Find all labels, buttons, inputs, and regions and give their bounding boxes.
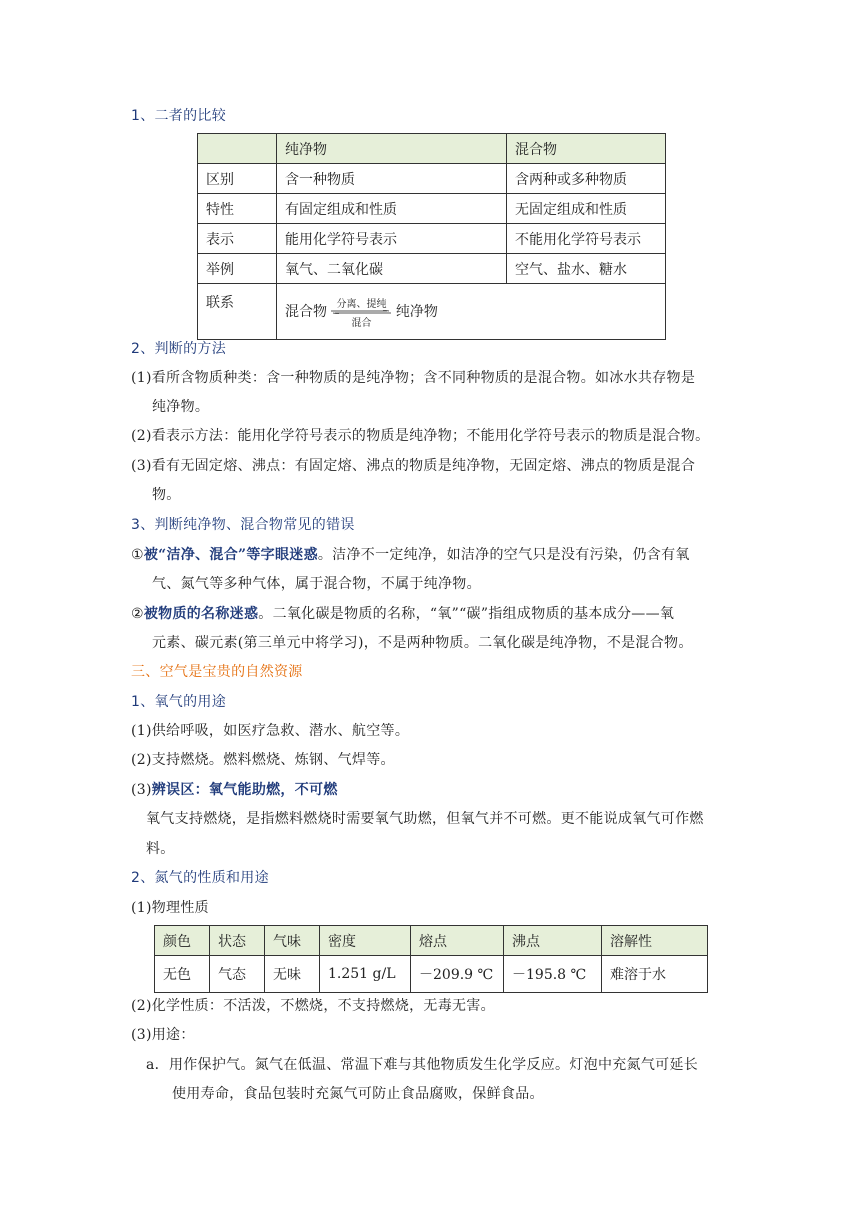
oxygen-note-line2: 料。 — [146, 841, 175, 857]
nitrogen-chemical: (2)化学性质：不活泼，不燃烧，不支持燃烧，无毒无害。 — [131, 998, 495, 1014]
item-text: 看所含物质种类：含一种物质的是纯净物；含不同种物质的是混合物。如冰水共存物是 — [151, 370, 696, 386]
method-2-line1 — [131, 425, 709, 445]
section-heading: 三、空气是宝贵的自然资源 — [131, 664, 303, 680]
heading-errors: 3、判断纯净物、混合物常见的错误 — [131, 517, 355, 533]
table-cell: 无味 — [265, 956, 320, 993]
item-number: (2) — [131, 428, 152, 444]
nitrogen-uses-heading: (3)用途： — [131, 1027, 195, 1043]
item-text: 。二氧化碳是物质的名称，“氧”“碳”指组成物质的基本成分——氧 — [258, 606, 675, 622]
table-row-relation — [198, 284, 666, 340]
table-header-row — [155, 926, 708, 956]
table-cell: 熔点 — [411, 926, 504, 956]
table-cell: 区别 — [198, 164, 277, 194]
table-cell: 氧气、二氧化碳 — [277, 254, 507, 284]
table-cell: 纯净物 — [277, 134, 507, 164]
relation-left: 混合物 — [285, 303, 327, 320]
table-row — [155, 956, 708, 993]
method-3-line2: 物。 — [152, 487, 181, 503]
table-cell: －209.9 ℃ — [411, 956, 504, 993]
nitrogen-physical-heading: (1)物理性质 — [131, 900, 209, 916]
table-cell: 联系 — [198, 284, 277, 340]
table-row — [198, 224, 666, 254]
table-cell: 沸点 — [504, 926, 602, 956]
table-cell: 无固定组成和性质 — [507, 194, 666, 224]
nitrogen-use-a-line2: 使用寿命，食品包装时充氮气可防止食品腐败，保鲜食品。 — [172, 1086, 544, 1102]
table-cell: 有固定组成和性质 — [277, 194, 507, 224]
table-header-row — [198, 134, 666, 164]
arrow-top-label: 分离、提纯 — [336, 298, 387, 310]
table-cell: 空气、盐水、糖水 — [507, 254, 666, 284]
table-cell: 气态 — [210, 956, 265, 993]
table-cell — [198, 134, 277, 164]
item-number: (1) — [131, 370, 152, 386]
method-1-line1 — [131, 367, 695, 387]
table-row — [198, 194, 666, 224]
oxygen-use-1: (1)供给呼吸，如医疗急救、潜水、航空等。 — [131, 723, 410, 739]
table-cell: 举例 — [198, 254, 277, 284]
oxygen-note-line1: 氧气支持燃烧，是指燃料燃烧时需要氧气助燃，但氧气并不可燃。更不能说成氧气可作燃 — [146, 811, 704, 827]
table-cell: 1.251 g/L — [320, 956, 411, 993]
table-cell: 含两种或多种物质 — [507, 164, 666, 194]
item-number: ① — [131, 547, 144, 563]
table-cell: 颜色 — [155, 926, 210, 956]
heading-oxygen: 1、氧气的用途 — [131, 694, 227, 710]
item-number: ② — [131, 606, 144, 622]
table-cell: 混合物 — [507, 134, 666, 164]
error-2-line2: 元素、碳元素(第三单元中将学习)，不是两种物质。二氧化碳是纯净物，不是混合物。 — [152, 635, 693, 651]
error-1-title: 被“洁净、混合”等字眼迷惑 — [143, 547, 318, 563]
heading-methods: 2、判断的方法 — [131, 341, 227, 357]
table-cell: －195.8 ℃ — [504, 956, 602, 993]
table-cell: 表示 — [198, 224, 277, 254]
heading-comparison: 1、二者的比较 — [131, 108, 227, 124]
relation-right: 纯净物 — [395, 303, 438, 320]
table-cell: 难溶于水 — [602, 956, 708, 993]
table-cell: 溶解性 — [602, 926, 708, 956]
table-cell: 气味 — [265, 926, 320, 956]
comparison-table — [197, 133, 666, 340]
heading-nitrogen: 2、氮气的性质和用途 — [131, 870, 269, 886]
misconception-title: 辨误区：氧气能助燃，不可燃 — [151, 782, 338, 798]
nitrogen-table — [154, 925, 708, 993]
table-cell: 能用化学符号表示 — [277, 224, 507, 254]
item-number: (3) — [131, 458, 152, 474]
table-cell: 特性 — [198, 194, 277, 224]
error-1-line2: 气、氮气等多种气体，属于混合物，不属于纯净物。 — [152, 576, 481, 592]
table-cell: 密度 — [320, 926, 411, 956]
method-3-line1 — [131, 455, 695, 475]
relation-cell — [277, 284, 666, 340]
reversible-arrow — [331, 295, 391, 329]
error-2-line1 — [131, 603, 674, 623]
table-cell: 状态 — [210, 926, 265, 956]
item-text: 看有无固定熔、沸点：有固定熔、沸点的物质是纯净物，无固定熔、沸点的物质是混合 — [151, 458, 696, 474]
item-text: 。洁净不一定纯净，如洁净的空气只是没有污染，仍含有氧 — [317, 547, 690, 563]
table-row — [198, 254, 666, 284]
table-cell: 含一种物质 — [277, 164, 507, 194]
arrow-bottom-label: 混合 — [351, 317, 372, 329]
table-row — [198, 164, 666, 194]
oxygen-use-2: (2)支持燃烧。燃料燃烧、炼钢、气焊等。 — [131, 752, 395, 768]
table-cell: 无色 — [155, 956, 210, 993]
error-2-title: 被物质的名称迷惑 — [143, 606, 259, 622]
oxygen-use-3 — [131, 779, 338, 799]
table-cell: 不能用化学符号表示 — [507, 224, 666, 254]
item-number: (3) — [131, 782, 152, 798]
nitrogen-use-a-line1: a．用作保护气。氮气在低温、常温下难与其他物质发生化学反应。灯泡中充氮气可延长 — [146, 1057, 699, 1073]
item-text: 看表示方法：能用化学符号表示的物质是纯净物；不能用化学符号表示的物质是混合物。 — [151, 428, 710, 444]
method-1-line2: 纯净物。 — [152, 399, 210, 415]
error-1-line1 — [131, 544, 690, 564]
